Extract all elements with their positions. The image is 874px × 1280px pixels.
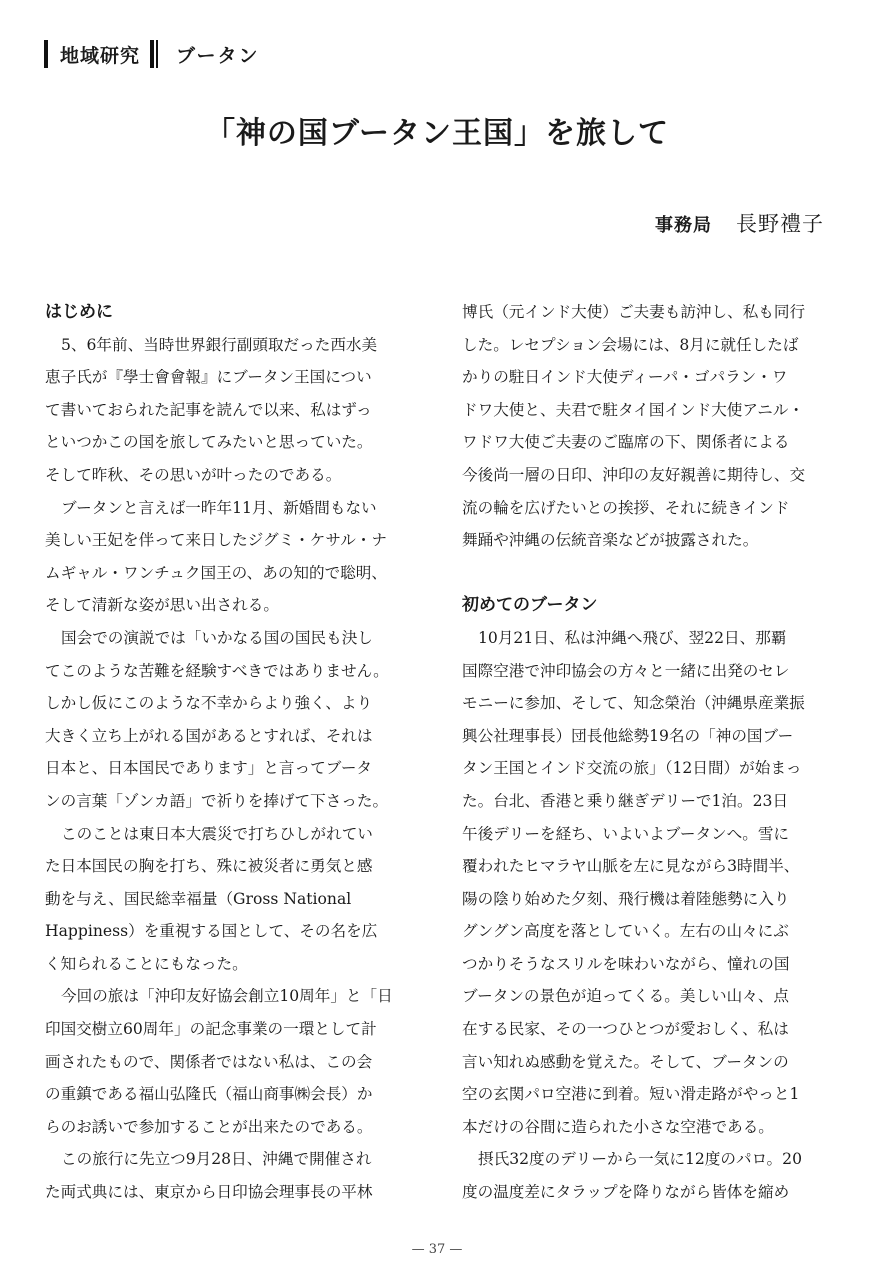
text-line: ムギャル・ワンチュク国王の、あの知的で聡明、 bbox=[45, 563, 387, 582]
text-line: 度の温度差にタラップを降りながら皆体を縮め bbox=[462, 1183, 790, 1202]
text-line: グングン高度を落としていく。左右の山々にぶ bbox=[462, 922, 789, 941]
text-line: 今後尚一層の日印、沖印の友好親善に期待し、交 bbox=[462, 465, 806, 484]
author-name: 長野禮子 bbox=[736, 212, 824, 236]
text-line: た。台北、香港と乗り継ぎデリーで1泊。23日 bbox=[462, 791, 789, 810]
text-line: そして清新な姿が思い出される。 bbox=[45, 596, 279, 615]
text-line: ンの言葉「ゾンカ語」で祈りを捧げて下さった。 bbox=[45, 791, 389, 810]
text-line: 恵子氏が『學士會會報』にブータン王国につい bbox=[45, 368, 372, 387]
text-line: く知られることにもなった。 bbox=[45, 954, 248, 973]
text-line: て書いておられた記事を読んで以来、私はずっ bbox=[45, 400, 372, 419]
header-category: 地域研究 bbox=[60, 44, 141, 67]
section-gap bbox=[462, 557, 828, 590]
section-header bbox=[44, 38, 259, 70]
text-line: そして昨秋、その思いが叶ったのである。 bbox=[45, 465, 342, 484]
text-line: 国際空港で沖印協会の方々と一緒に出発のセレ bbox=[462, 661, 790, 680]
text-line: 大きく立ち上がれる国があるとすれば、それは bbox=[45, 726, 373, 745]
text-line: このことは東日本大震災で打ちひしがれてい bbox=[61, 824, 373, 843]
text-line: Happiness）を重視する国として、その名を広 bbox=[45, 922, 378, 941]
text-line: 5、6年前、当時世界銀行副頭取だった西水美 bbox=[61, 335, 378, 354]
text-line: かりの駐日インド大使ディーパ・ゴパラン・ワ bbox=[462, 368, 788, 387]
text-line: 博氏（元インド大使）ご夫妻も訪沖し、私も同行 bbox=[462, 303, 806, 321]
text-line: 本だけの谷間に造られた小さな空港である。 bbox=[462, 1117, 774, 1136]
text-line: らのお誘いで参加することが出来たのである。 bbox=[45, 1117, 373, 1136]
article-author bbox=[655, 208, 824, 238]
text-line: 印国交樹立60周年」の記念事業の一環として計 bbox=[45, 1020, 377, 1039]
text-line: 在する民家、その一つひとつが愛おしく、私は bbox=[462, 1020, 789, 1039]
text-line: 興公社理事長）団長他総勢19名の「神の国ブー bbox=[462, 726, 794, 745]
right-column bbox=[462, 296, 828, 1209]
text-line: 動を与え、国民総幸福量（Gross National bbox=[45, 889, 352, 908]
text-line: 摂氏32度のデリーから一気に12度のパロ。20 bbox=[478, 1150, 802, 1169]
text-line: 日本と、日本国民であります」と言ってブータ bbox=[45, 759, 373, 778]
page-number: — 37 — bbox=[411, 1242, 463, 1257]
text-line: た両式典には、東京から日印協会理事長の平林 bbox=[45, 1183, 373, 1202]
text-line: ドワ大使と、夫君で駐タイ国インド大使アニル・ bbox=[462, 400, 804, 419]
text-line: 今回の旅は「沖印友好協会創立10周年」と「日 bbox=[61, 987, 393, 1006]
author-affiliation: 事務局 bbox=[655, 215, 712, 236]
text-line: 画されたもので、関係者ではない私は、この会 bbox=[45, 1052, 373, 1071]
text-line: の重鎮である福山弘隆氏（福山商事㈱会長）か bbox=[45, 1085, 373, 1104]
header-bar-left bbox=[44, 40, 48, 68]
text-line: ワドワ大使ご夫妻のご臨席の下、関係者による bbox=[462, 433, 790, 452]
text-line: 陽の陰り始めた夕刻、飛行機は着陸態勢に入り bbox=[462, 889, 790, 908]
text-line: 10月21日、私は沖縄へ飛び、翌22日、那覇 bbox=[478, 628, 787, 647]
text-line: しかし仮にこのような不幸からより強く、より bbox=[45, 694, 373, 713]
text-line: 舞踊や沖縄の伝統音楽などが披露された。 bbox=[462, 531, 759, 550]
header-bar-right bbox=[150, 40, 154, 68]
header-subcategory: ブータン bbox=[176, 44, 260, 67]
left-column bbox=[45, 296, 411, 1209]
article-title: 「神の国ブータン王国」を旅して bbox=[204, 116, 670, 151]
text-line: 覆われたヒマラヤ山脈を左に見ながら3時間半、 bbox=[462, 857, 800, 876]
text-line: 空の玄関パロ空港に到着。短い滑走路がやっと1 bbox=[462, 1085, 800, 1104]
header-bar-right-thin bbox=[156, 40, 158, 68]
text-line: 言い知れぬ感動を覚えた。そして、ブータンの bbox=[462, 1052, 789, 1071]
text-line: 午後デリーを経ち、いよいよブータンへ。雪に bbox=[462, 824, 790, 843]
text-line: ブータンの景色が迫ってくる。美しい山々、点 bbox=[462, 987, 790, 1006]
text-line: ブータンと言えば一昨年11月、新婚間もない bbox=[61, 498, 377, 517]
text-line: た日本国民の胸を打ち、殊に被災者に勇気と感 bbox=[45, 857, 373, 876]
text-line: タン王国とインド交流の旅」（12日間）が始まっ bbox=[462, 759, 802, 778]
text-line: てこのような苦難を経験すべきではありません。 bbox=[45, 661, 389, 680]
text-line: した。レセプション会場には、8月に就任したば bbox=[462, 335, 799, 354]
text-line: 流の輪を広げたいとの挨拶、それに続きインド bbox=[462, 498, 790, 517]
text-line: モニーに参加、そして、知念榮治（沖縄県産業振 bbox=[462, 694, 805, 713]
text-line: 国会での演説では「いかなる国の国民も決し bbox=[61, 628, 373, 647]
text-line: つかりそうなスリルを味わいながら、憧れの国 bbox=[462, 954, 790, 973]
text-line: といつかこの国を旅してみたいと思っていた。 bbox=[45, 433, 373, 452]
text-line: この旅行に先立つ9月28日、沖縄で開催され bbox=[61, 1150, 372, 1169]
text-line: 美しい王妃を伴って来日したジグミ・ケサル・ナ bbox=[45, 531, 387, 550]
section-heading-first-bhutan: 初めてのブータン bbox=[462, 595, 598, 616]
section-heading-intro: はじめに bbox=[45, 302, 113, 322]
